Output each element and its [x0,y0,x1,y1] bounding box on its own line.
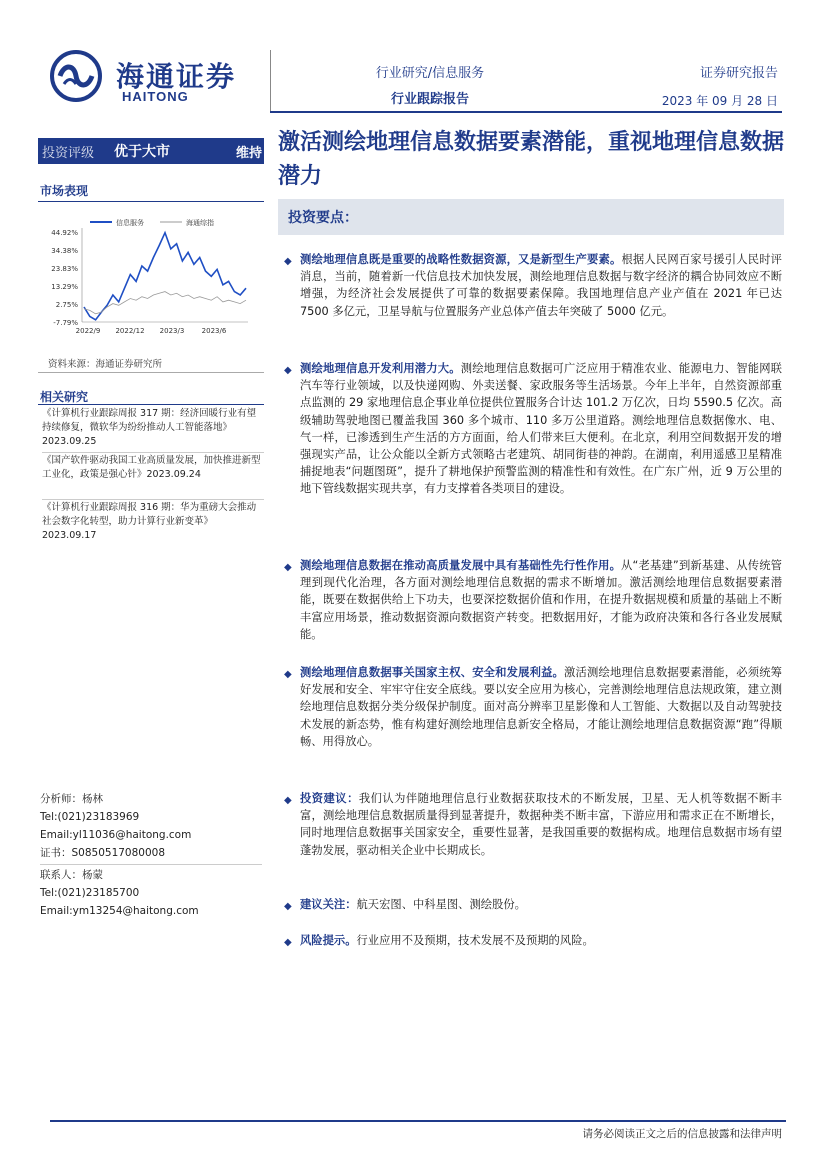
contact-name: 联系人：杨蒙 [40,869,103,881]
key-point [286,896,782,913]
footer-rule [50,1120,786,1122]
market-performance-chart [38,210,258,348]
analyst-separator [40,864,262,865]
analyst-tel: Tel:(021)23183969 [40,811,140,823]
related-item[interactable]: 《计算机行业跟踪周报 316 期：华为重磅大会推动社会数字化转型，助力计算行业新变革》2023.09.17 [42,502,257,541]
analyst-email[interactable]: Email:yl11036@haitong.com [40,829,192,841]
key-point-lead: 风险提示。 [300,934,357,947]
source-rule [38,372,264,373]
document-type: 证券研究报告 [699,66,778,81]
bullet-icon: ◆ [284,795,292,806]
key-point-lead: 测绘地理信息数据事关国家主权、安全和发展利益。 [300,666,565,679]
x-tick-label: 2022/9 [75,327,101,335]
key-point-body: 我们认为伴随地理信息行业数据获取技术的不断发展，卫星、无人机等数据不断丰富，测绘地理信息数据质量得到显著提升，数据种类不断丰富，下游应用和需求正在不断增长，同时地理信息数据事关国家安全，重要性显著，是我国重要的数据构成。地理信息数据市场有望蓬勃发展，驱动相关企业中长期成长。 [300,792,782,857]
key-point-body: 测绘地理信息数据可广泛应用于精准农业、能源电力、智能网联汽车等行业领域，以及快递网购、外卖送餐、家政服务等生活场景。今年上半年，自然资源部重点监测的 29 家地理信息企事业单位提供位置服务合计达 101.2 万亿次，日均 5590.5 亿次。高级辅助驾驶地图已覆盖我国 360 多个城市、110 多万公里道路。测绘地理信息数据像水、电、气一样，已渗透到生产生活的方方面面，给人们带来巨大便利。在北京，利用空间数据开发的增强现实产品，让公众能以全新方式领略古老建筑、胡同街巷的神韵。在湖南，利用遥感卫星精准捕捉地表“问题图斑”，提升了耕地保护预警监测的精准性和有效性。在广东广州，近 9 万公里的地下管线数据实现共享，有力支撑着各类项目的建设。 [300,362,782,496]
rating-label: 投资评级 [42,145,95,161]
key-point [286,790,782,859]
report-category: 行业研究/信息服务 [375,66,485,81]
logo-text-cn: 海通证券 [116,60,237,93]
related-rule [38,404,264,405]
bullet-icon: ◆ [284,365,292,376]
key-point-body: 根据人民网百家号援引人民时评消息，当前，随着新一代信息技术加快发展，测绘地理信息数据与数字经济的耦合协同效应不断增强，为经济社会发展提供了可靠的数据要素保障。我国地理信息产业产值在 2021 年已达 7500 多亿元，卫星导航与位置服务产业总体产值去年突破了 5000 亿元。 [300,253,782,318]
key-point [286,664,782,750]
x-tick-label: 2023/6 [201,327,227,335]
key-points-header [278,199,784,235]
analyst-cert: 证书：S0850517080008 [40,847,166,859]
market-heading: 市场表现 [40,184,89,198]
y-tick-label: 23.83% [51,265,78,274]
key-point-body: 行业应用不及预期，技术发展不及预期的风险。 [356,934,594,947]
key-point [286,251,782,320]
analyst-name: 分析师：杨林 [40,793,103,805]
logo-text-en: HAITONG [122,89,189,104]
x-tick-label: 2022/12 [115,327,145,335]
related-separator [42,499,264,500]
key-point-lead: 测绘地理信息开发利用潜力大。 [300,362,461,375]
report-date: 2023 年 09 月 28 日 [661,94,778,108]
key-point-body: 激活测绘地理信息数据要素潜能，必须统筹好发展和安全、牢牢守住安全底线。要以安全应用为核心，完善测绘地理信息法规政策，建立测绘地理信息数据分类分级保护制度。面对高分辨率卫星影像和人工智能、大数据以及自动驾驶技术发展的新态势，惟有构建好测绘地理信息新安全格局，才能让测绘地理信息数据资源“跑”得顺畅、用得放心。 [300,666,782,748]
contact-tel: Tel:(021)23185700 [40,887,140,899]
rating-box [38,138,264,164]
key-points-heading: 投资要点： [288,210,358,226]
key-point [286,932,782,949]
y-tick-label: -7.79% [53,319,78,327]
key-point-body: 航天宏图、中科星图、测绘股份。 [356,898,526,911]
header-divider [270,50,271,112]
report-title: 激活测绘地理信息数据要素潜能，重视地理信息数据潜力 [278,129,785,189]
disclaimer-footer[interactable]: 请务必阅读正文之后的信息披露和法律声明 [582,1128,782,1140]
chart-source: 资料来源：海通证券研究所 [48,359,163,370]
key-point-lead: 投资建议： [300,792,359,805]
haitong-logo-icon [50,50,102,102]
key-point-lead: 测绘地理信息既是重要的战略性数据资源，又是新型生产要素。 [300,253,622,266]
key-point [286,557,782,643]
related-item[interactable]: 《计算机行业跟踪周报 317 期：经济回暖行业有望持续修复，微软华为纷纷推动人工智能落地》2023.09.25 [42,408,257,447]
related-heading: 相关研究 [40,390,89,404]
bullet-icon: ◆ [284,669,292,680]
x-tick-label: 2023/3 [159,327,185,335]
bullet-icon: ◆ [284,901,292,912]
related-item[interactable]: 《国产软件驱动我国工业高质量发展，加快推进新型工业化，政策是强心针》2023.09.24 [42,455,261,480]
bullet-icon: ◆ [284,256,292,267]
legend-label: 信息服务 [116,219,144,227]
rating-value: 优于大市 [114,144,170,160]
key-point-lead: 测绘地理信息数据在推动高质量发展中具有基础性先行性作用。 [300,559,622,572]
y-tick-label: 13.29% [51,283,78,292]
contact-block [40,866,266,920]
rating-action: 维持 [235,145,262,161]
key-point [286,360,782,498]
bullet-icon: ◆ [284,937,292,948]
legend-label: 海通综指 [186,219,214,227]
key-point-lead: 建议关注： [300,898,357,911]
market-rule [38,201,264,202]
y-tick-label: 44.92% [51,229,78,237]
y-tick-label: 2.75% [55,301,78,310]
contact-email[interactable]: Email:ym13254@haitong.com [40,905,199,917]
report-type: 行业跟踪报告 [390,92,469,107]
header-rule [270,111,782,113]
related-separator [42,452,264,453]
y-tick-label: 34.38% [51,246,78,255]
analyst-block [40,790,266,862]
key-point-body: 从“老基建”到新基建、从传统管理到现代化治理，各方面对测绘地理信息数据的需求不断增加。激活测绘地理信息数据要素潜能，既要在数据供给上下功夫，也要深挖数据价值和作用，在提升数据规模和质量的基础上不断丰富应用场景，推动数据资源向数据资产转变。把数据用好，才能为政府决策和各行各业发展赋能。 [300,559,782,641]
bullet-icon: ◆ [284,562,292,573]
